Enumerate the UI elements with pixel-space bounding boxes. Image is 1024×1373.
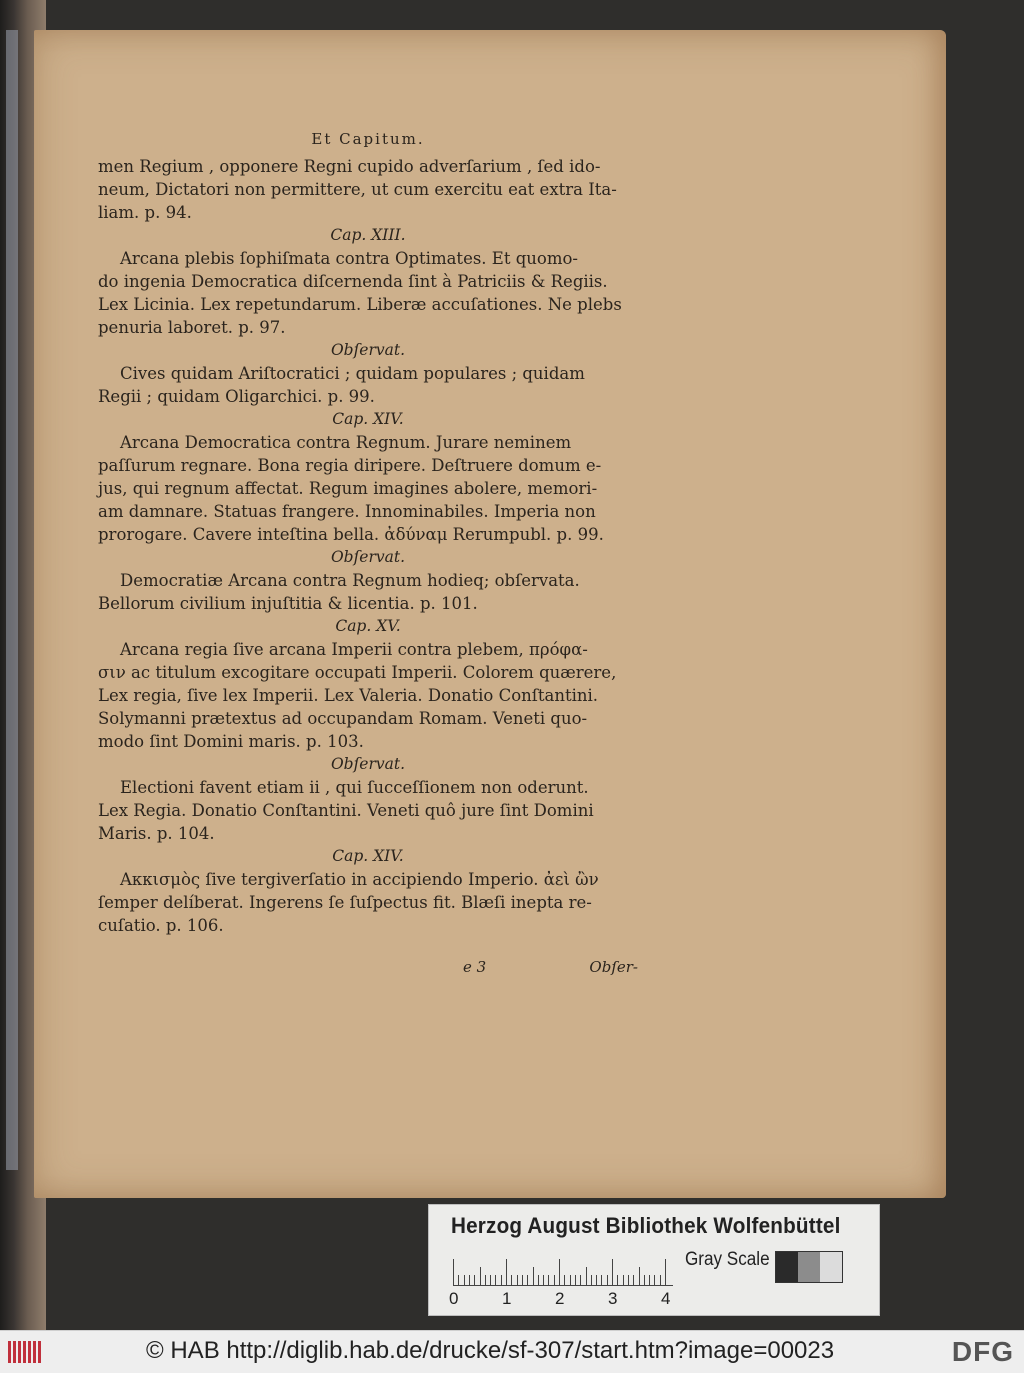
ruler-tick [469,1275,470,1285]
icon-bar [28,1341,31,1363]
text-line: Bellorum civilium injuſtitia & licentia. p. 101. [98,594,478,613]
adjacent-page-strip [6,30,18,1170]
gray-swatch [776,1252,798,1282]
icon-bar [33,1341,36,1363]
ruler-tick [596,1275,597,1285]
text-line: Lex Licinia. Lex repetundarum. Liberæ accuſationes. Ne plebs [98,295,622,314]
ruler-tick [601,1275,602,1285]
ruler-number: 3 [608,1289,618,1308]
signature-mark: e 3 [463,958,487,976]
ruler-tick [633,1275,634,1285]
text-line: Lex regia, ſive lex Imperii. Lex Valeria. Donatio Conſtantini. [98,686,599,705]
section-heading: Cap. XIV. [332,410,404,428]
section-heading: Obſervat. [330,341,406,359]
text-line: Solymanni prætextus ad occupandam Romam. Veneti quo- [98,709,588,728]
ruler-number: 1 [502,1289,512,1308]
paragraph [98,431,638,546]
ruler-numbers [449,1289,689,1309]
ruler-tick [480,1267,481,1285]
library-bars-icon [8,1341,42,1363]
viewer-footer-bar [0,1330,1024,1373]
ruler-tick [564,1275,565,1285]
ruler-tick [490,1275,491,1285]
paragraph [98,776,638,845]
text-line: Regii ; quidam Oligarchici. p. 99. [98,387,375,406]
text-line: modo ſint Domini maris. p. 103. [98,732,364,751]
ruler-tick [575,1275,576,1285]
paragraph [98,569,638,615]
ruler-tick [617,1275,618,1285]
catchword: Obſer- [589,958,638,976]
gray-scale-swatches [775,1251,843,1283]
library-name: Herzog August Bibliothek Wolfenbüttel [451,1213,841,1238]
paragraph [98,247,638,339]
text-line: men Regium , opponere Regni cupido adverſarium , ſed ido- [98,157,601,176]
ruler-tick [591,1275,592,1285]
library-color-chart [428,1204,880,1316]
ruler-tick [570,1275,571,1285]
section-heading: Cap. XIV. [332,847,404,865]
page-body [98,155,638,937]
gray-swatch [820,1252,842,1282]
gray-scale-label: Gray Scale [685,1249,770,1270]
section-heading: Cap. XIII. [330,226,406,244]
text-line: Arcana Democratica contra Regnum. Jurare neminem [120,433,572,452]
ruler-tick [665,1259,666,1285]
ruler-tick [623,1275,624,1285]
text-line: σιν ac titulum excogitare occupati Imperii. Colorem quærere, [98,663,617,682]
text-line: Maris. p. 104. [98,824,215,843]
text-line: paſſurum regnare. Bona regia diripere. Deſtruere domum e- [98,456,602,475]
icon-bar [23,1341,26,1363]
ruler-number: 2 [555,1289,565,1308]
ruler-tick [533,1267,534,1285]
ruler-tick [464,1275,465,1285]
icon-bar [13,1341,16,1363]
ruler-tick [644,1275,645,1285]
ruler-tick [554,1275,555,1285]
text-line: do ingenia Democratica diſcernenda ſint à Patriciis & Regiis. [98,272,608,291]
text-line: liam. p. 94. [98,203,192,222]
ruler-tick [511,1275,512,1285]
ruler-tick [501,1275,502,1285]
paragraph [98,868,638,937]
ruler-tick [548,1275,549,1285]
ruler-tick [580,1275,581,1285]
text-line: Democratiæ Arcana contra Regnum hodieq; obſervata. [120,571,580,590]
icon-bar [8,1341,11,1363]
ruler-tick [538,1275,539,1285]
section-heading: Cap. XV. [335,617,401,635]
ruler-tick [654,1275,655,1285]
ruler-tick [527,1275,528,1285]
copyright-url[interactable]: © HAB http://diglib.hab.de/drucke/sf-307/start.htm?image=00023 [146,1337,835,1364]
ruler-tick [607,1275,608,1285]
ruler-tick [458,1275,459,1285]
ruler-tick [517,1275,518,1285]
gray-swatch [798,1252,820,1282]
text-line: Cives quidam Ariſtocratici ; quidam populares ; quidam [120,364,585,383]
text-line: Lex Regia. Donatio Conſtantini. Veneti quô jure ſint Domini [98,801,594,820]
ruler-tick [639,1267,640,1285]
ruler-tick [522,1275,523,1285]
ruler-tick [474,1275,475,1285]
ruler-number: 4 [661,1289,671,1308]
icon-bar [38,1341,41,1363]
ruler-tick [543,1275,544,1285]
text-line: am damnare. Statuas frangere. Innominabiles. Imperia non [98,502,596,521]
measurement-ruler [453,1255,673,1286]
ruler-tick [506,1259,507,1285]
text-line: jus, qui regnum affectat. Regum imagines abolere, memori- [98,479,598,498]
section-heading: Obſervat. [330,755,406,773]
paragraph [98,638,638,753]
icon-bar [18,1341,21,1363]
ruler-tick [559,1259,560,1285]
ruler-tick [453,1259,454,1285]
paragraph [98,155,638,224]
ruler-tick [660,1275,661,1285]
dfg-logo: DFG [951,1336,1014,1367]
page-text-block [98,128,638,937]
ruler-tick [586,1267,587,1285]
ruler-tick [649,1275,650,1285]
text-line: neum, Dictatori non permittere, ut cum exercitu eat extra Ita- [98,180,617,199]
text-line: prorogare. Cavere inteſtina bella. ἀδύναμ Rerumpubl. p. 99. [98,525,604,544]
text-line: Arcana plebis ſophiſmata contra Optimates. Et quomo- [120,249,578,268]
text-line: Electioni favent etiam ii , qui ſucceſſionem non oderunt. [120,778,589,797]
text-line: penuria laboret. p. 97. [98,318,286,337]
ruler-tick [612,1259,613,1285]
text-line: Arcana regia ſive arcana Imperii contra plebem, πρόφα- [120,640,588,659]
ruler-tick [485,1275,486,1285]
text-line: cuſatio. p. 106. [98,916,224,935]
paragraph [98,362,638,408]
ruler-number: 0 [449,1289,459,1308]
section-heading: Obſervat. [330,548,406,566]
ruler-tick [495,1275,496,1285]
ruler-tick [628,1275,629,1285]
running-head: Et Capitum. [311,130,425,148]
text-line: Ακκισμὸς ſive tergiverſatio in accipiendo Imperio. ἀεὶ ὢν [120,870,599,889]
text-line: ſemper delíberat. Ingerens ſe ſuſpectus fit. Blæſi inepta re- [98,893,592,912]
